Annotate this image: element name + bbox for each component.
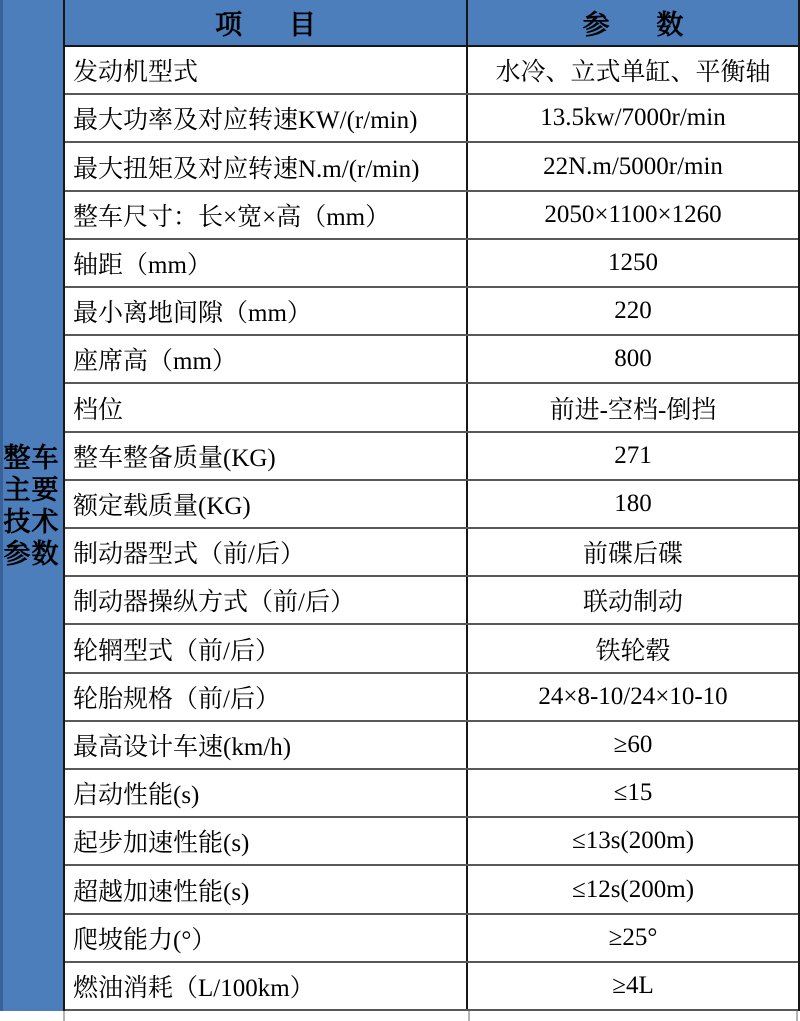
table-row bbox=[65, 674, 798, 722]
item-cell: 发动机型式 bbox=[65, 47, 468, 93]
value-cell: 24×8-10/24×10-10 bbox=[538, 682, 728, 710]
value-cell: ≤12s(200m) bbox=[571, 875, 695, 903]
table-row bbox=[65, 963, 798, 1011]
item-cell: 档位 bbox=[65, 384, 468, 430]
table-row bbox=[65, 384, 798, 432]
value-cell: ≤15 bbox=[613, 779, 653, 807]
table-row bbox=[65, 192, 798, 240]
item-cell: 座席高（mm） bbox=[65, 336, 468, 382]
value-cell: ≥4L bbox=[612, 971, 654, 999]
table-row bbox=[65, 288, 798, 336]
sidebar-category-label-line: 技术 bbox=[3, 506, 60, 537]
value-cell: 180 bbox=[614, 489, 652, 517]
value-cell: 220 bbox=[614, 297, 652, 325]
value-cell: 2050×1100×1260 bbox=[544, 200, 722, 228]
value-cell: 前进-空档-倒挡 bbox=[549, 396, 717, 424]
grid-line-stub bbox=[468, 1011, 470, 1021]
value-cell: ≥25° bbox=[608, 923, 658, 951]
table-row bbox=[65, 866, 798, 914]
grid-line-stub bbox=[796, 1011, 798, 1021]
table-row bbox=[65, 433, 798, 481]
table-header-row bbox=[65, 0, 798, 47]
column-header-item: 项 目 bbox=[65, 0, 468, 45]
item-cell: 轮胎规格（前/后） bbox=[65, 674, 468, 720]
item-cell: 轮辋型式（前/后） bbox=[65, 625, 468, 671]
table-row bbox=[65, 818, 798, 866]
table-row bbox=[65, 625, 798, 673]
item-cell: 爬坡能力(°） bbox=[65, 915, 468, 961]
sidebar-category-label-line: 整车 bbox=[3, 442, 60, 473]
sidebar-category-cell bbox=[0, 0, 65, 1011]
item-cell: 超越加速性能(s) bbox=[65, 866, 468, 912]
table-main bbox=[65, 0, 800, 1011]
item-cell: 制动器操纵方式（前/后） bbox=[65, 577, 468, 623]
value-cell: 800 bbox=[614, 345, 652, 373]
table-row bbox=[65, 481, 798, 529]
table-row bbox=[65, 336, 798, 384]
item-cell: 起步加速性能(s) bbox=[65, 818, 468, 864]
value-cell: ≥60 bbox=[613, 730, 653, 758]
sidebar-category-label-line: 主要 bbox=[3, 474, 60, 505]
item-cell: 最大功率及对应转速KW/(r/min) bbox=[65, 95, 468, 141]
item-cell: 最小离地间隙（mm） bbox=[65, 288, 468, 334]
item-cell: 最高设计车速(km/h) bbox=[65, 722, 468, 768]
value-cell: ≤13s(200m) bbox=[571, 827, 695, 855]
value-cell: 前碟后碟 bbox=[582, 541, 683, 569]
item-cell: 制动器型式（前/后） bbox=[65, 529, 468, 575]
value-cell: 联动制动 bbox=[582, 589, 683, 617]
table-row bbox=[65, 240, 798, 288]
value-cell: 271 bbox=[614, 441, 652, 469]
table-row bbox=[65, 47, 798, 95]
value-cell: 水冷、立式单缸、平衡轴 bbox=[495, 59, 771, 87]
value-cell: 铁轮毂 bbox=[595, 637, 671, 665]
value-cell: 22N.m/5000r/min bbox=[543, 152, 723, 180]
value-cell: 13.5kw/7000r/min bbox=[540, 104, 726, 132]
item-cell: 整车整备质量(KG) bbox=[65, 433, 468, 479]
value-cell: 1250 bbox=[608, 248, 658, 276]
item-cell: 燃油消耗（L/100km） bbox=[65, 963, 468, 1009]
table-body bbox=[65, 47, 798, 1011]
table-row bbox=[65, 770, 798, 818]
item-cell: 启动性能(s) bbox=[65, 770, 468, 816]
item-cell: 额定载质量(KG) bbox=[65, 481, 468, 527]
column-header-param: 参 数 bbox=[582, 10, 684, 40]
table-row bbox=[65, 143, 798, 191]
item-cell: 轴距（mm） bbox=[65, 240, 468, 286]
item-cell: 整车尺寸：长×宽×高（mm） bbox=[65, 192, 468, 238]
table-row bbox=[65, 529, 798, 577]
table-row bbox=[65, 915, 798, 963]
grid-line-stub bbox=[63, 1011, 65, 1021]
item-cell: 最大扭矩及对应转速N.m/(r/min) bbox=[65, 143, 468, 189]
table-row bbox=[65, 577, 798, 625]
table-row bbox=[65, 95, 798, 143]
sidebar-category-label-line: 参数 bbox=[3, 538, 60, 569]
table-row bbox=[65, 722, 798, 770]
